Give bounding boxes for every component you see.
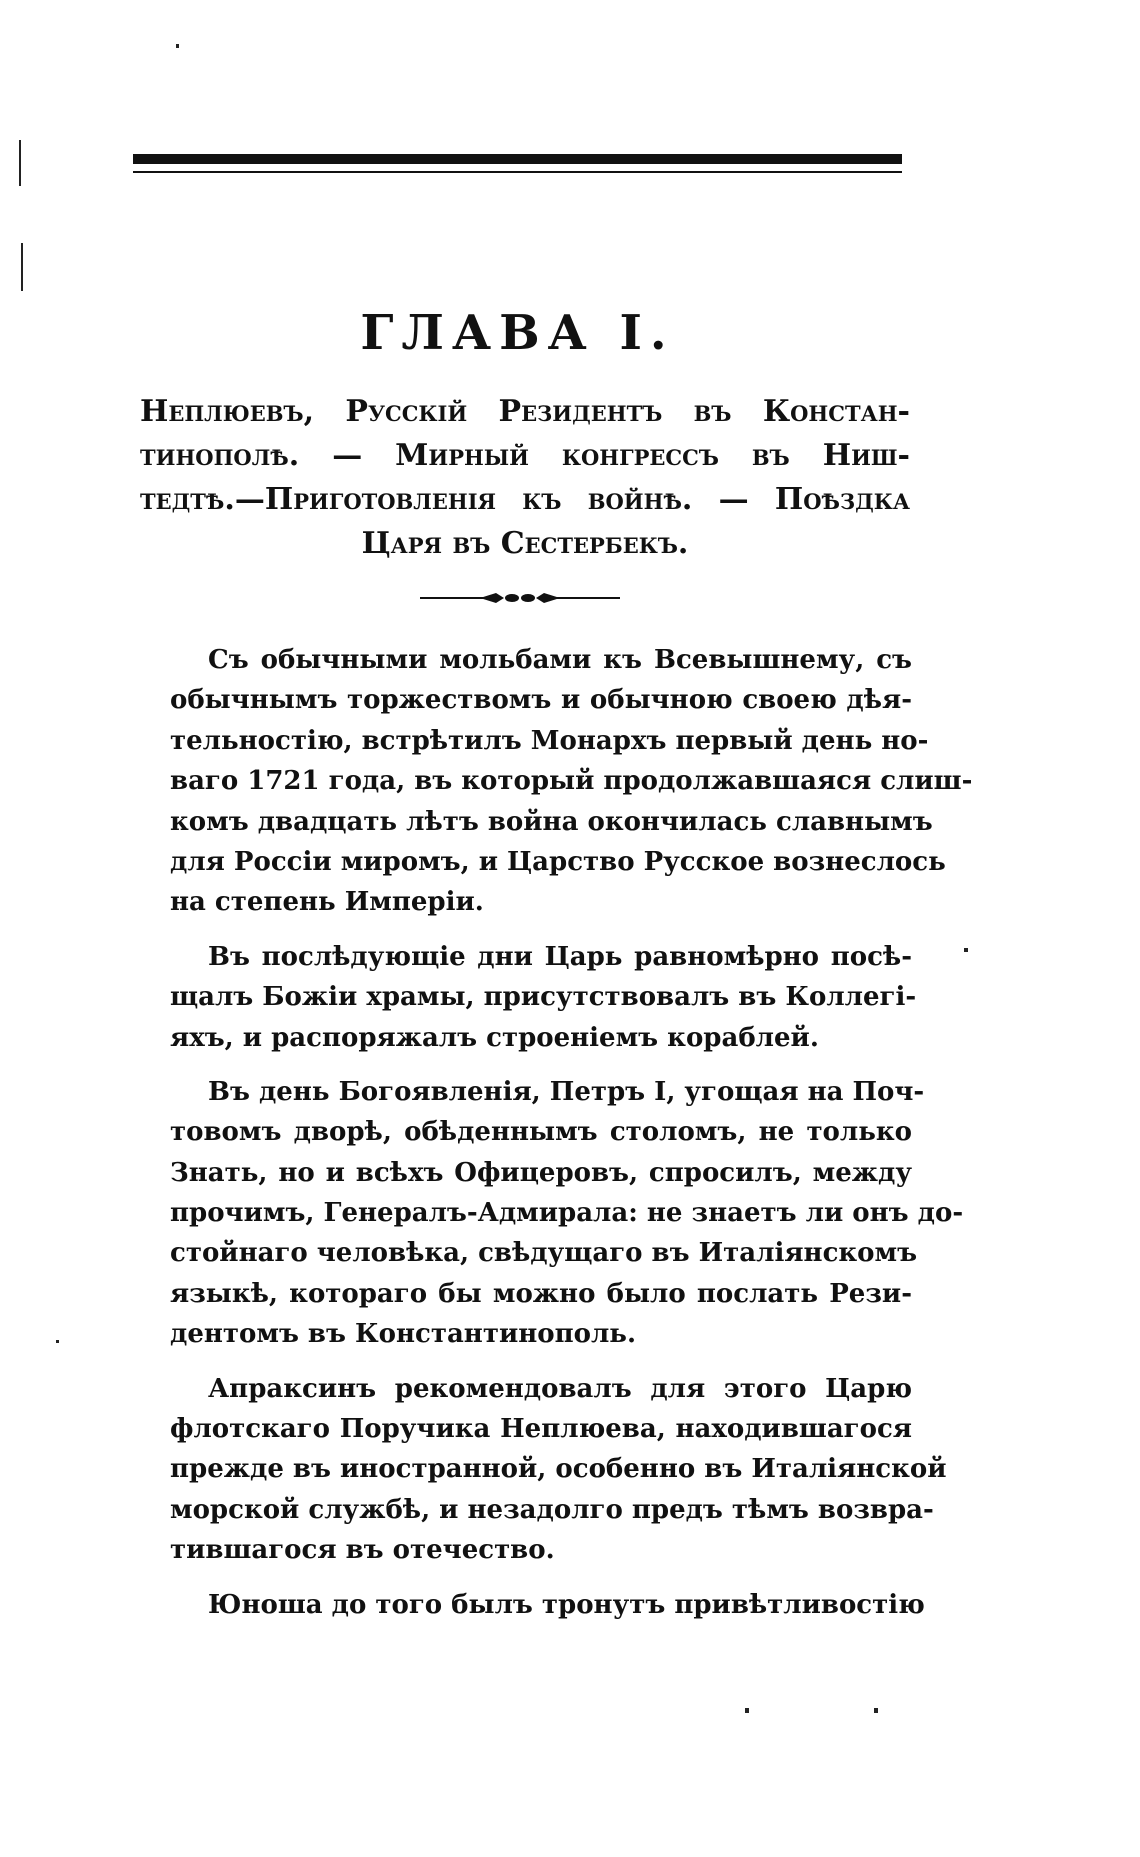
scan-speck <box>745 1708 749 1713</box>
text-line: языкѣ, котораго бы можно было послать Рези- <box>170 1278 912 1309</box>
scan-speck <box>19 140 21 186</box>
body-text <box>170 640 973 1639</box>
text-line: тельностію, встрѣтилъ Монархъ первый день но- <box>170 725 929 756</box>
scan-speck <box>56 1340 59 1343</box>
ornament-divider <box>420 590 620 606</box>
text-line: тившагося въ отечество. <box>170 1535 555 1566</box>
text-line: Знать, но и всѣхъ Офицеровъ, спросилъ, между <box>170 1157 912 1188</box>
scan-speck <box>21 243 23 291</box>
text-line: прочимъ, Генералъ-Адмирала: не знаетъ ли онъ до- <box>170 1198 964 1229</box>
summary-line: Неплюевъ, Русскій Резидентъ въ Констан- <box>140 394 910 429</box>
summary-line: Царя въ Сестербекъ. <box>361 526 689 561</box>
scan-speck <box>176 44 179 48</box>
text-line: яхъ, и распоряжалъ строеніемъ кораблей. <box>170 1022 819 1053</box>
text-line: обычнымъ торжествомъ и обычною своею дѣя- <box>170 685 912 716</box>
paragraph <box>170 1072 964 1355</box>
text-line: дентомъ въ Константинополь. <box>170 1319 637 1350</box>
summary-line: тинополѣ. — Мирный конгрессъ въ Ниш- <box>140 438 910 473</box>
text-line: для Россіи миромъ, и Царство Русское вознеслось <box>170 846 946 877</box>
chapter-summary <box>140 390 910 566</box>
text-line: Апраксинъ рекомендовалъ для этого Царю <box>208 1373 912 1404</box>
text-line: комъ двадцать лѣтъ война окончилась славнымъ <box>170 806 933 837</box>
text-line: товомъ дворѣ, обѣденнымъ столомъ, не только <box>170 1117 912 1148</box>
summary-line: тедтѣ.—Приготовленія къ войнѣ. — Поѣздка <box>140 482 910 517</box>
text-line: на степень Имперіи. <box>170 887 484 918</box>
text-line: ваго 1721 года, въ который продолжавшаяся слиш- <box>170 766 973 797</box>
scan-speck <box>874 1708 878 1713</box>
text-line: щалъ Божіи храмы, присутствовалъ въ Коллегі- <box>170 982 917 1013</box>
paragraph <box>170 937 917 1058</box>
text-line: прежде въ иностранной, особенно въ Италіянской <box>170 1454 947 1485</box>
paragraph <box>170 640 973 923</box>
text-line: Съ обычными мольбами къ Всевышнему, съ <box>208 645 912 675</box>
text-line: Въ послѣдующіе дни Царь равномѣрно посѣ- <box>208 941 912 972</box>
text-line: Въ день Богоявленія, Петръ I, угощая на Поч- <box>208 1076 925 1107</box>
paragraph <box>170 1585 925 1625</box>
header-thin-rule <box>133 171 902 173</box>
header-thick-rule <box>133 154 902 164</box>
text-line: стойнаго человѣка, свѣдущаго въ Италіянскомъ <box>170 1238 918 1269</box>
paragraph <box>170 1369 947 1571</box>
text-line: флотскаго Поручика Неплюева, находившагося <box>170 1414 912 1445</box>
text-line: Юноша до того былъ тронутъ привѣтливостію <box>208 1589 925 1620</box>
scan-speck <box>964 948 968 952</box>
chapter-title: ГЛАВА I. <box>360 305 675 361</box>
text-line: морской службѣ, и незадолго предъ тѣмъ возвра- <box>170 1494 934 1525</box>
